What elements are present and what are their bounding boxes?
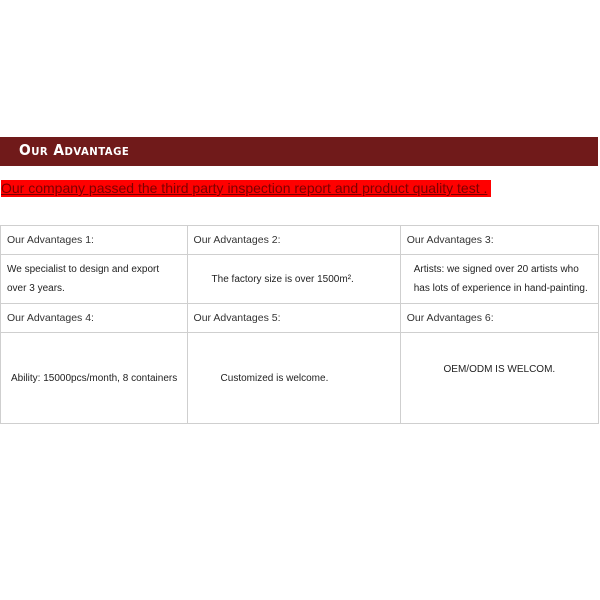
- table-row: [1, 304, 599, 333]
- table-row: [1, 226, 599, 255]
- section-title: Our Advantage: [19, 141, 130, 159]
- inspection-notice: Our company passed the third party inspection report and product quality test .: [1, 180, 491, 197]
- advantage-4-label: Ability: 15000pcs/month, 8 containers: [11, 372, 178, 384]
- advantage-6-label: OEM/ODM IS WELCOM.: [443, 363, 556, 375]
- advantage-3-heading: Our Advantages 3:: [400, 226, 598, 255]
- advantage-6-heading: Our Advantages 6:: [400, 304, 598, 333]
- advantage-4-text: [1, 333, 188, 424]
- advantage-4-heading: Our Advantages 4:: [1, 304, 188, 333]
- advantage-5-heading: Our Advantages 5:: [187, 304, 400, 333]
- advantage-5-text: Customized is welcome.: [187, 333, 400, 424]
- advantage-2-text: The factory size is over 1500m².: [187, 255, 400, 304]
- advantages-table: [0, 225, 599, 424]
- advantage-2-heading: Our Advantages 2:: [187, 226, 400, 255]
- advantage-1-text: We specialist to design and export over 3 years.: [1, 255, 188, 304]
- section-banner: [0, 137, 598, 166]
- advantage-6-text: [400, 333, 598, 424]
- advantage-1-heading: Our Advantages 1:: [1, 226, 188, 255]
- table-row: [1, 255, 599, 304]
- advantage-3-text: Artists: we signed over 20 artists who has lots of experience in hand-painting.: [400, 255, 598, 304]
- table-row: [1, 333, 599, 424]
